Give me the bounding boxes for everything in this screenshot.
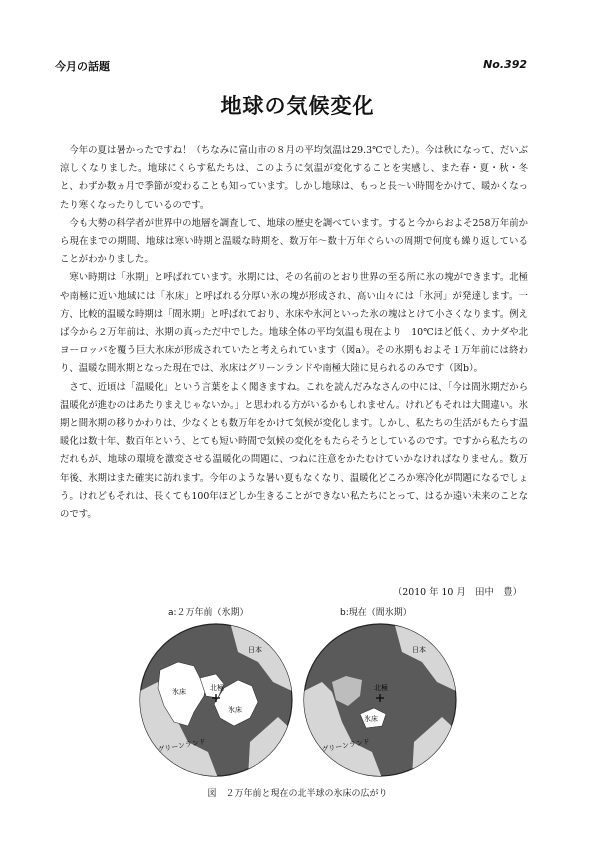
map-b-label: b:現在（間氷期） (340, 608, 412, 618)
ice-label: 氷床 (364, 715, 378, 723)
pole-label: 北極 (374, 684, 388, 692)
ice-label: 氷床 (172, 688, 186, 696)
figure-caption: 図 ２万年前と現在の北半球の氷床の広がり (207, 789, 388, 799)
section-label: 今月の話題 (55, 60, 110, 73)
paragraph: さて、近頃は「温暖化」という言葉をよく聞きますね。これを読んだみなさんの中には、「今は間氷期だから温暖化が進むのはあたりまえじゃないか。」と思われる方がいるかもしれません。けれどもそれは大間違い。氷期と間氷期の移りかわりは、少なくとも数万年をかけて気候が変化します。しかし、私たちの生活がもたらす温暖化は数十年、数百年という、とても短い時間で気候の変化をもたらそうとしているのです。ですから私たちのだれもが、地球の環境を激変させる温暖化の問題に、つねに注意をかたむけていかなければなりません。数万年後、氷期はまた確実に訪れます。今年のような暑い夏もなくなり、温暖化どころか寒冷化が問題になるでしょう。けれどもそれは、長くても100年ほどしか生きることができない私たちにとって、はるか遠い未来のことなのです。 (60, 381, 529, 521)
paragraph: 今年の夏は暑かったですね！（ちなみに富山市の８月の平均気温は29.3℃でした）。今は秋になって、だいぶ涼しくなりました。地球にくらす私たちは、このように気温が変化することを実感し、また春・夏・秋・冬と、わずか数ヵ月で季節が変わることも知っています。しかし地球は、もっと長～い時間をかけて、暖かくなったり寒くなったりしているのです。 (60, 145, 528, 211)
paragraph: 寒い時期は「氷期」と呼ばれています。氷期には、その名前のとおり世界の至る所に氷の塊ができます。北極や南極に近い地域には「氷床」と呼ばれる分厚い氷の塊が形成され、高い山々には「氷河」が発達します。一方、比較的温暖な時期は「間氷期」と呼ばれており、氷床や氷河といった氷の塊はとけて小さくなります。例えば今から２万年前は、氷期の真っただ中でした。地球全体の平均気温も現在より 10℃ほど低く、カナダや北ヨーロッパを覆う巨大氷床が形成されていたと考えられています（図a）。その氷期もおよそ１万年前には終わり、温暖な間氷期となった現在では、氷床はグリーンランドや南極大陸に見られるのみです（図b）。 (60, 272, 529, 375)
pole-label: 北極 (210, 684, 224, 692)
map-a-label: a:２万年前（氷期） (168, 608, 249, 618)
map-present (302, 622, 458, 778)
japan-label: 日本 (412, 646, 426, 654)
greenland-label: グリーンランド (156, 737, 207, 754)
author-signature: （2010 年 10 月 田中 豊） (392, 587, 522, 598)
japan-label: 日本 (248, 646, 262, 654)
page-title: 地球の気候変化 (220, 94, 375, 118)
greenland-label: グリーンランド (320, 737, 371, 754)
issue-number: No.392 (483, 58, 527, 71)
article-body (60, 142, 528, 524)
ice-label: 氷床 (228, 706, 242, 714)
map-ice-age (138, 622, 294, 778)
paragraph: 今も大勢の科学者が世界中の地層を調査して、地球の歴史を調べています。すると今からおよそ258万年前から現在までの期間、地球は寒い時期と温暖な時期を、数万年～数十万年ぐらいの周期で何度も繰り返していることがわかりました。 (60, 217, 528, 266)
